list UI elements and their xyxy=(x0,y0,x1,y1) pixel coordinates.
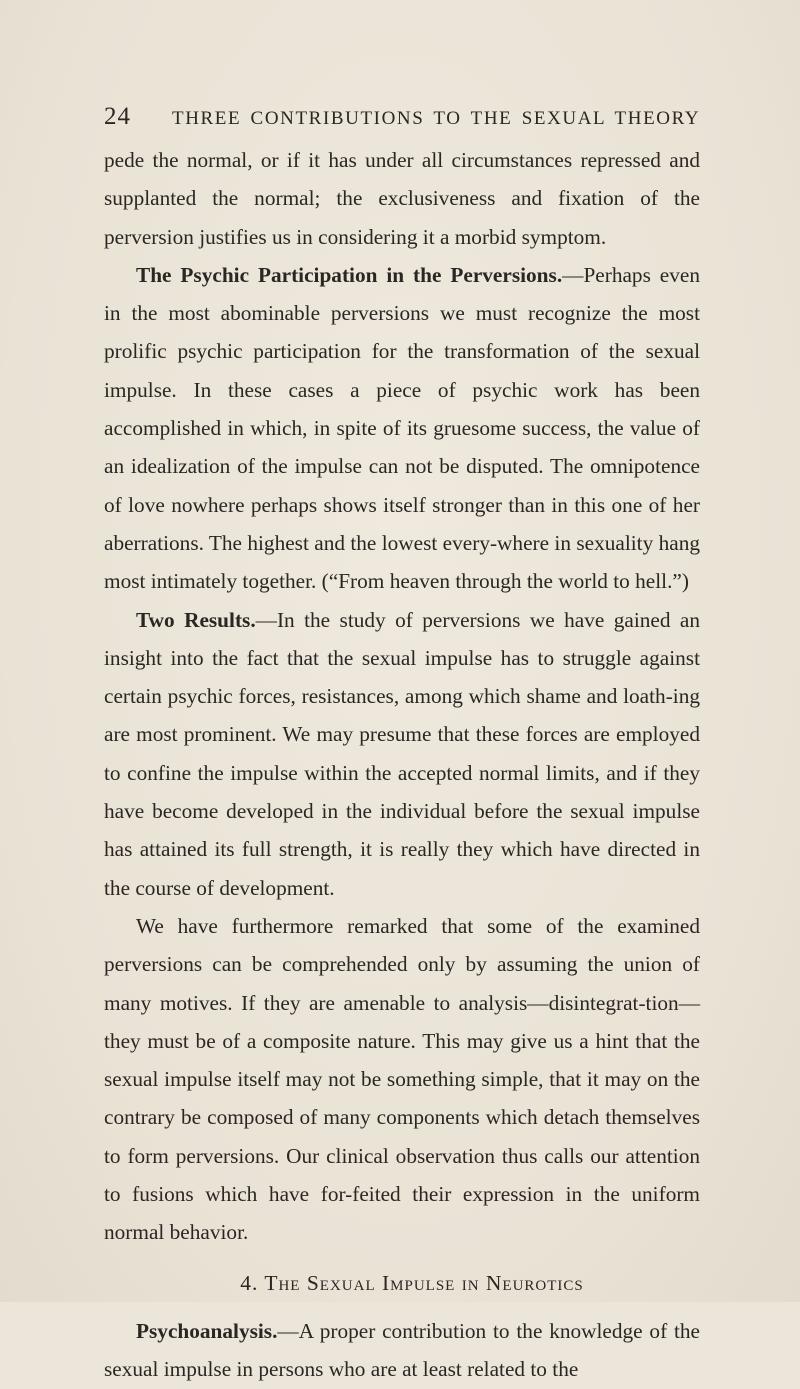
section-title: 4. The Sexual Impulse in Neurotics xyxy=(240,1270,584,1295)
running-head: THREE CONTRIBUTIONS TO THE SEXUAL THEORY xyxy=(172,108,701,129)
paragraph-body: —Perhaps even in the most abominable perversions we must recognize the most prolific psychic participation for the transformation of the sexual impulse. In these cases a piece of psychic work has been accomplished in which, in spite of its gruesome success, the value of an idealization of the impulse can not be disputed. The omnipotence of love nowhere perhaps shows itself stronger than in this one of her aberrations. The highest and the lowest every-where in sexuality hang most intimately together. (“From heaven through the world to hell.”) xyxy=(104,262,700,594)
paragraph-two-results xyxy=(104,601,700,907)
page-number: 24 xyxy=(104,103,131,130)
paragraph-body: —A proper contribution to the knowledge of the sexual impulse in persons who are at least related to the xyxy=(104,1318,700,1382)
body-text xyxy=(104,141,700,1389)
paragraph-1: pede the normal, or if it has under all circumstances repressed and supplanted the normal; the exclusiveness and fixation of the perversion justifies us in considering it a morbid symptom. xyxy=(104,148,700,249)
paragraph-psychic-participation xyxy=(104,256,700,601)
page-header xyxy=(104,103,704,131)
paragraph-lead-heading: Two Results. xyxy=(136,607,256,632)
paragraph-4: We have furthermore remarked that some of the examined perversions can be comprehended only by assuming the union of many motives. If they are amenable to analysis—disintegrat-tion—they must be of a composite nature. This may give us a hint that the sexual impulse itself may not be something simple, that it may on the contrary be composed of many components which detach themselves to form perversions. Our clinical observation thus calls our attention to fusions which have for-feited their expression in the uniform normal behavior. xyxy=(104,913,700,1245)
paragraph-lead-heading: Psychoanalysis. xyxy=(136,1318,278,1343)
paragraph-body: —In the study of perversions we have gained an insight into the fact that the sexual impulse has to struggle against certain psychic forces, resistances, among which shame and loath-ing are most prominent. We may presume that these forces are employed to confine the impulse within the accepted normal limits, and if they have become developed in the individual before the sexual impulse has attained its full strength, it is really they which have directed in the course of development. xyxy=(104,607,700,900)
paragraph-psychoanalysis xyxy=(104,1312,700,1389)
paragraph-lead-heading: The Psychic Participation in the Perversions. xyxy=(136,262,563,287)
